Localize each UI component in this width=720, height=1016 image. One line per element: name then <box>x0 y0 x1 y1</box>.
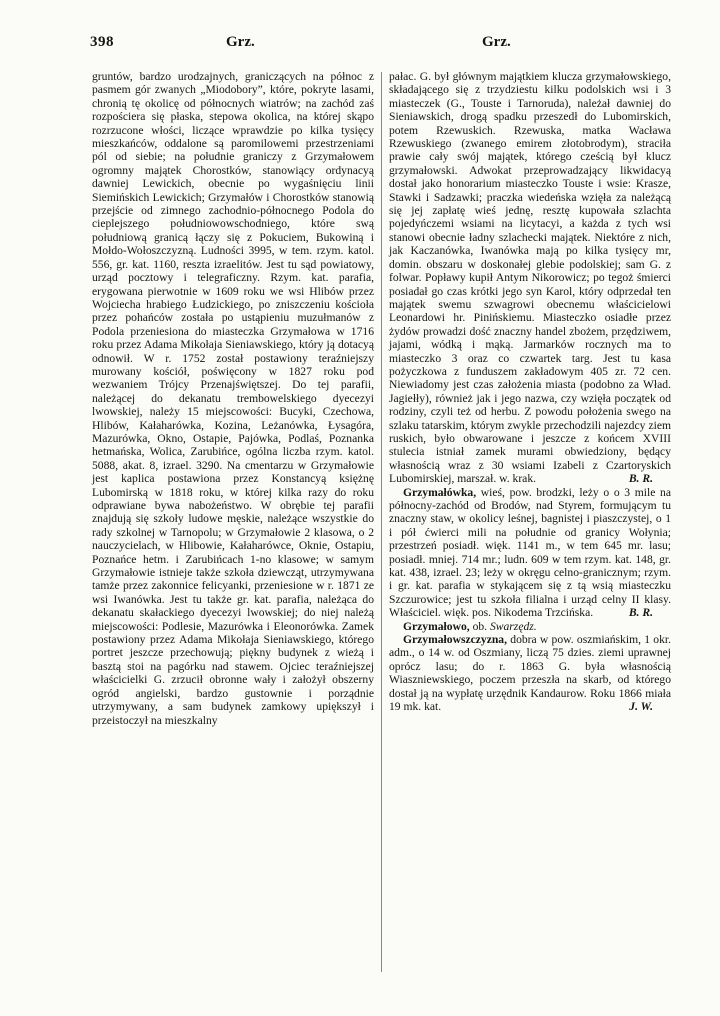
entry-continuation <box>389 70 671 486</box>
entry-body: dobra w pow. oszmiańskim, 1 okr. adm., o 14 w. od Oszmiany, liczą 75 dzies. ziemi uprawnej oprócz lasu; do r. 1863 G. była własnością Wiaszniewskiego, poczem przeszła na skarb, od którego dostał ją na wypłatę urzędnik Kandaurow. Roku 1866 miała 19 mk. kat. <box>389 633 672 714</box>
running-head <box>0 34 720 56</box>
right-column <box>389 70 671 714</box>
entry-body: wieś, pow. brodzki, leży o o 3 mile na północny-zachód od Brodów, nad Styrem, formującym tu znaczny staw, w okolicy leśnej, bagnistej i piaszczystej, o 1 i pół ćwierci mili na południe od granicy Wołynia; przestrzeń posiadł. więk. 1141 m., w tem 645 mr. lasu; posiadł. mniej. 714 mr.; ludn. 609 w tem rzym. kat. 148, gr. kat. 438, izrael. 23; leży w okręgu celno-granicznym; rzym. i gr. kat. parafia w stykającem się z tą wsią miasteczku Szczurowice; jest tu szkoła filialna i urząd celny II klasy. Właściciel. więk. pos. Nikodema Trzcińska. <box>389 485 672 620</box>
entry-headword: Grzymałowszczyzna, <box>403 633 507 647</box>
running-head-left: Grz. <box>226 34 255 50</box>
running-head-right: Grz. <box>482 34 511 50</box>
column-divider <box>381 72 382 972</box>
entry-grzymalowka <box>389 486 671 620</box>
left-column <box>92 70 374 727</box>
left-column-text: gruntów, bardzo urodzajnych, graniczących na północ z pasmem gór zwanych „Miodobory”, które, pokryte lasami, chronią tę okolicę od północnych wiatrów; na zachód zaś rozpościera się płaska, stepowa okolica, na której skąpo rozrzucone włości, liczące wprawdzie po kilka tysięcy mieszkańców, oddalone są paromilowemi przestrzeniami pól od siebie; na południe graniczy z Grzymałowem ogromny majątek Chorostków, stanowiący ordynacyą dawniej Lewickich, obecnie po wygaśnięciu linii Siemińskich Lewickich; Grzymałów i Chorostków stanowią przejście od zimnego zachodnio-północnego Podola do cieplejszego południowowschodniego, które swą południową granicą łączy się z Pokuciem, Bukowiną i Mołdo-Wołoszczyzną. Ludności 3995, w tem. rzym. katol. 556, gr. kat. 1160, reszta izraelitów. Jest tu sąd powiatowy, urząd pocztowy i telegraficzny. Rzym. kat. parafia, erygowana pierwotnie w 1609 roku we wsi Hlibów przez Wojciecha hrabiego Łudzickiego, po zniszczeniu kościoła przez pohańców została po ustąpieniu muzułmanów z Podola przeniesiona do miasteczka Grzymałowa w 1716 roku przez Adama Mikołaja Sieniawskiego, który ją dotacyą odnowił. W r. 1752 został postawiony teraźniejszy murowany kościół, poświęcony w 1827 roku pod wezwaniem Trójcy Przenajświętszej. Do tej parafii, należącej do dekanatu trembowelskiego dyecezyi lwowskiej, należy 15 miejscowości: Bucyki, Czechowa, Hlibów, Kałaharówka, Kozina, Leżanówka, Łysagóra, Mazurówka, Okno, Ostapie, Pajówka, Podlaś, Poznanka hetmańska, Wolica, Zarubińce, ogólna liczba rzym. katol. 5088, akat. 8, izrael. 3290. Na cmentarzu w Grzymałowie jest kaplica postawiona przez Konstancyą księżnę Lubomirską w 1818 roku, w której kilka razy do roku odprawiane bywa nabożeństwo. W obrębie tej parafii znajdują się szkoły ludowe męskie, należące wszystkie do rady szkolnej w Tarnopolu; w Grzymałowie 2 klasowa, o 2 nauczycielach, w Hlibowie, Kałaharówce, Oknie, Ostapiu, Poznańce hetm. i Zarubińcach 1-no klasowe; w samym Grzymałowie istnieje także szkoła dziewcząt, utrzymywana tamże przez zakonnice felicyanki, przeniesione w r. 1871 ze wsi Iwanówka. Jest tu także gr. kat. parafia, należąca do dekanatu skałackiego dyecezyi lwowskiej; do niej należą miejscowości: Podlesie, Mazurówka i Eleonorówka. Zamek postawiony przez Adama Mikołaja Sieniawskiego, którego portret jeszcze przechowują; piękny budynek z wieżą i basztą stoi na pagórku nad stawem. Ojciec teraźniejszej właścicielki G. zrzucił obronne wały i założył obszerny ogród angielski, bardzo gustownie i porządnie utrzymywany, a sam budynek zamkowy upiększył i przeistoczył na mieszkalny <box>92 70 374 727</box>
entry-body: ob. <box>472 619 488 633</box>
entry-grzymalowo <box>389 620 671 633</box>
continuation-text: pałac. G. był głównym majątkiem klucza grzymałowskiego, składającego się z trzydziestu kilku podolskich wsi i 3 miasteczek (G., Touste i Tarnoruda), należał dawniej do Sieniawskich, drogą spadku przeszedł do Lubomirskich, potem Rzewuskich. Rzewuska, matka Wacława Rzewuskiego (zwanego emirem złotobrodym), straciła prawie cały swój majątek, którego cześcią był klucz grzymałowski. Adwokat przeprowadzający likwidacyą dostał jako honorarium miasteczko Touste i wsie: Krasze, Stawki i Sadzawki; praczka wiedeńska wzięła za należącą się jej zapłatę wieś jednę, resztę kupowała szlachta pojedyńczemi wsiami na licytacyi, a każda z tych wsi stanowi obecnie ładny szlachecki majątek. Niektóre z nich, jak Kaczanówka, Iwanówka mają po kilka tysięcy mr, domin. obszaru w doskonałej glebie podolskiej; sam G. z folwar. Popławy kupił Antym Nikorowicz; po tegoż śmierci posiadał go czas krótki jego syn Karol, który odprzedał ten majątek swemu szwagrowi obecnemu właścicielowi Leonardowi hr. Pinińskiemu. Miasteczko osiadłe przez żydów prowadzi dość znaczny handel zbożem, przędziwem, jajami, wódką i mąką. Jarmarków rocznych ma to miasteczko 3 oraz co czwartek targ. Jest tu kasa pożyczkowa z funduszem zakładowym 405 zr. 72 cen. Niewiadomy jest czas założenia miasta (podobno za Wład. Jagiełły), również jak i jego nazwa, czy wzięła początek od rodziny, czyli też od herbu. Z powodu położenia swego na szlaku tatarskim, którym zwykle przechodzili najezdcy ziem ruskich, było obwarowane i jeszcze z końcem XVIII stulecia istniał zamek murami obwiedziony, będący własnością wraz z 30 wsiami Izabeli z Czartoryskich Lubomirskiej, marszał. w. krak. <box>389 70 671 486</box>
page-number: 398 <box>90 34 114 50</box>
entry-grzymalowszczyzna <box>389 633 671 713</box>
entry-headword: Grzymałowo, <box>403 619 470 633</box>
entry-signature: J. W. <box>629 700 653 714</box>
entry-signature: B. R. <box>628 606 653 620</box>
entry-signature: B. R. <box>628 472 653 486</box>
entry-headword: Grzymałówka, <box>403 485 477 499</box>
entry-crossref: Swarzędz. <box>489 619 537 633</box>
